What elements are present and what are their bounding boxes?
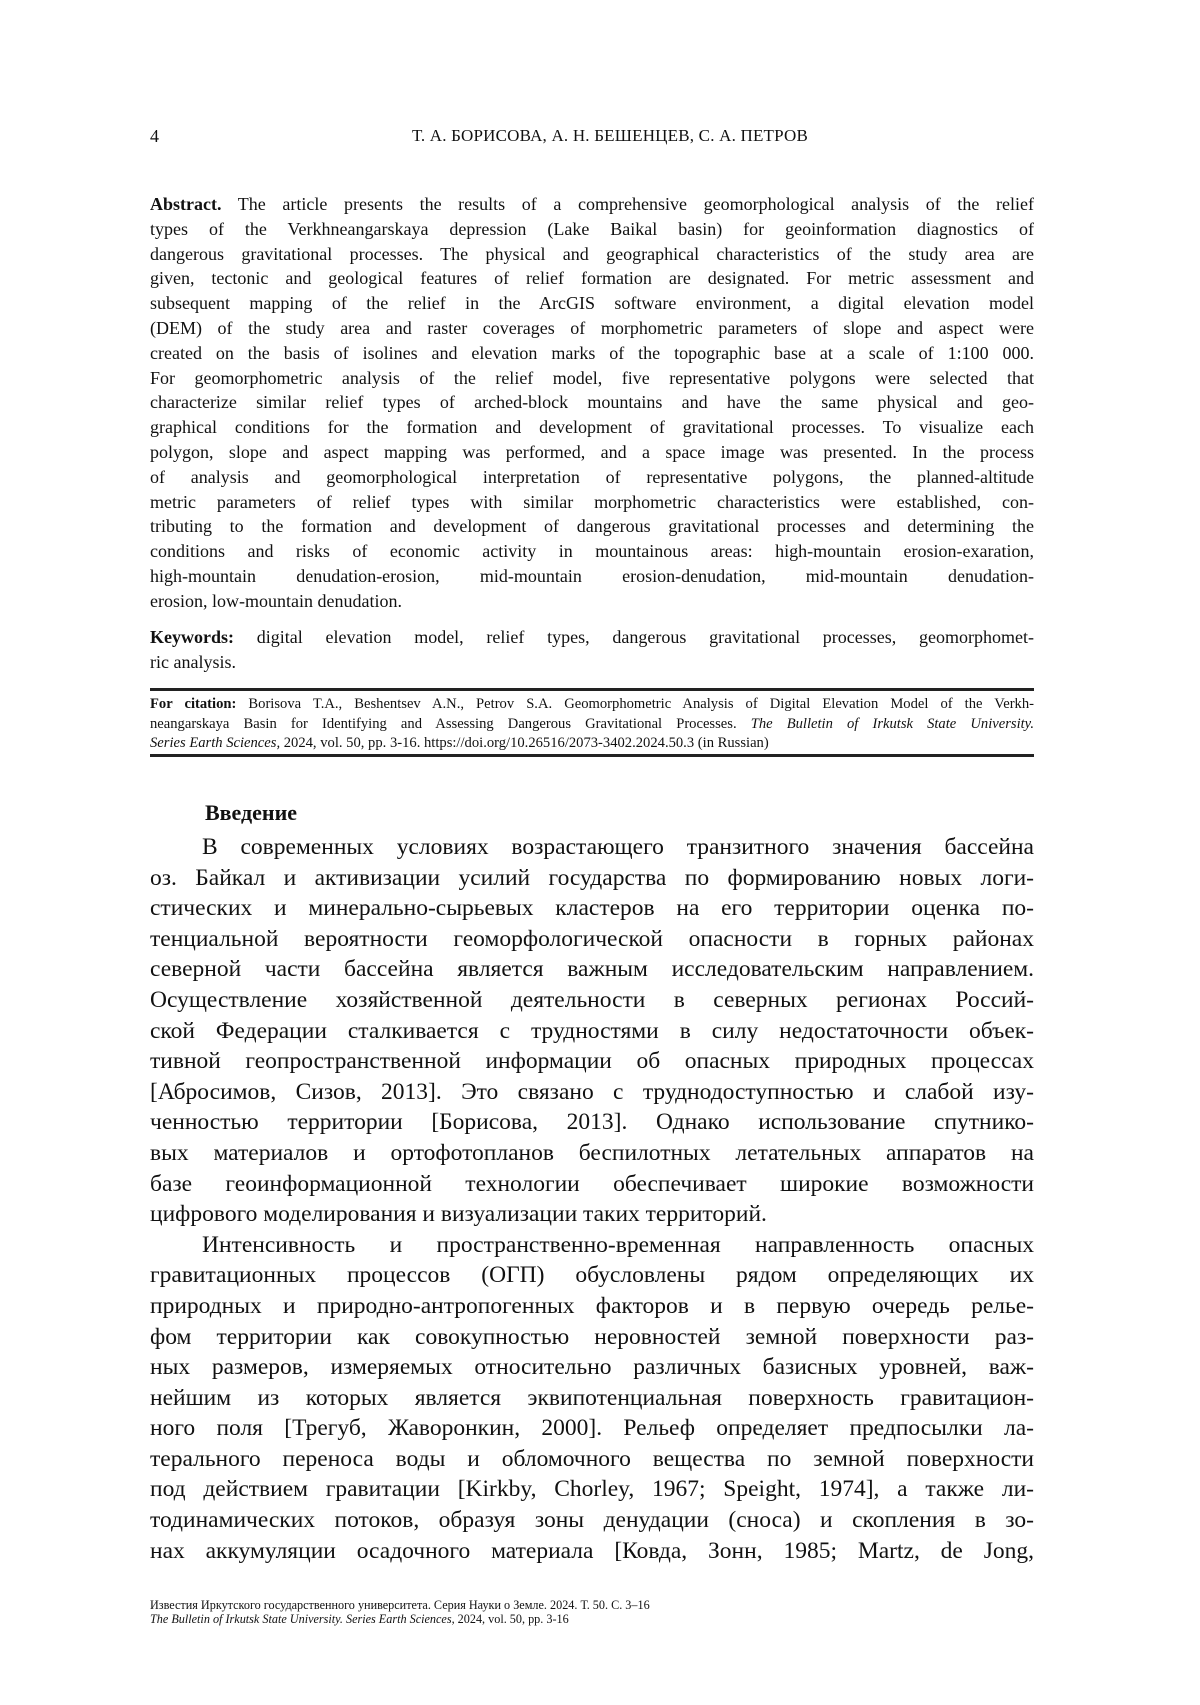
section-heading: Введение xyxy=(205,800,297,826)
citation-text: neangarskaya Basin for Identifying and Assessing Dangerous Gravitational Processes. xyxy=(150,716,751,732)
abstract-line: of analysis and geomorphological interpretation of representative polygons, the planned-altitude xyxy=(150,465,1034,490)
running-header-authors: Т. А. БОРИСОВА, А. Н. БЕШЕНЦЕВ, С. А. ПЕТРОВ xyxy=(150,126,1070,146)
paragraph-line: терального переноса воды и обломочного вещества по земной поверхности xyxy=(150,1444,1034,1475)
paragraph xyxy=(150,1230,1034,1567)
footer-journal-title: The Bulletin of Irkutsk State University. Series Earth Sciences, xyxy=(150,1612,455,1626)
abstract-line: conditions and risks of economic activity in mountainous areas: high-mountain erosion-exaration, xyxy=(150,539,1034,564)
paragraph-line: природных и природно-антропогенных факторов и в первую очередь релье- xyxy=(150,1291,1034,1322)
keywords-text: digital elevation model, relief types, dangerous gravitational processes, geomorphomet- xyxy=(234,627,1034,647)
paragraph-line: Осуществление хозяйственной деятельности в северных регионах Россий- xyxy=(150,985,1034,1016)
citation-label: For citation: xyxy=(150,696,236,712)
keywords xyxy=(150,625,1034,675)
paragraph-line: [Абросимов, Сизов, 2013]. Это связано с труднодоступностью и слабой изу- xyxy=(150,1077,1034,1108)
abstract-line: dangerous gravitational processes. The physical and geographical characteristics of the study area are xyxy=(150,242,1034,267)
paragraph-line: Интенсивность и пространственно-временная направленность опасных xyxy=(150,1230,1034,1261)
paragraph-line: нах аккумуляции осадочного материала [Ковда, Зонн, 1985; Martz, de Jong, xyxy=(150,1536,1034,1567)
citation-line xyxy=(150,715,1034,735)
paragraph-line: вых материалов и ортофотопланов беспилотных летательных аппаратов на xyxy=(150,1138,1034,1169)
intro-body xyxy=(150,832,1034,1566)
abstract-line: given, tectonic and geological features of relief formation are designated. For metric assessment and xyxy=(150,266,1034,291)
footer-journal-ru: Известия Иркутского государственного университета. Серия Науки о Земле. 2024. Т. 50. С. 3–16 xyxy=(150,1598,650,1612)
paragraph-line: базе геоинформационной технологии обеспечивает широкие возможности xyxy=(150,1169,1034,1200)
paragraph-line: ного поля [Трегуб, Жаворонкин, 2000]. Рельеф определяет предпосылки ла- xyxy=(150,1413,1034,1444)
abstract-line: types of the Verkhneangarskaya depression (Lake Baikal basin) for geoinformation diagnostics of xyxy=(150,217,1034,242)
paragraph-line: тивной геопространственной информации об опасных природных процессах xyxy=(150,1046,1034,1077)
abstract-line: high-mountain denudation-erosion, mid-mountain erosion-denudation, mid-mountain denudation- xyxy=(150,564,1034,589)
paragraph-line: тодинамических потоков, образуя зоны денудации (сноса) и скопления в зо- xyxy=(150,1505,1034,1536)
abstract-line: For geomorphometric analysis of the relief model, five representative polygons were selected that xyxy=(150,366,1034,391)
keywords-line xyxy=(150,625,1034,650)
abstract xyxy=(150,192,1034,614)
abstract-line: tributing to the formation and development of dangerous gravitational processes and determining the xyxy=(150,514,1034,539)
paragraph-line: цифрового моделирования и визуализации таких территорий. xyxy=(150,1199,1034,1230)
citation-top-rule xyxy=(150,688,1034,691)
citation-line xyxy=(150,734,1034,754)
abstract-text: The article presents the results of a comprehensive geomorphological analysis of the relief xyxy=(221,194,1034,214)
abstract-line: subsequent mapping of the relief in the ArcGIS software environment, a digital elevation model xyxy=(150,291,1034,316)
paragraph-line: ченностью территории [Борисова, 2013]. Однако использование спутнико- xyxy=(150,1107,1034,1138)
paragraph-line: гравитационных процессов (ОГП) обусловлены рядом определяющих их xyxy=(150,1260,1034,1291)
paragraph-line: оз. Байкал и активизации усилий государства по формированию новых логи- xyxy=(150,863,1034,894)
abstract-label: Abstract. xyxy=(150,194,221,214)
keywords-label: Keywords: xyxy=(150,627,234,647)
citation-doi: 2024, vol. 50, pp. 3-16. https://doi.org/10.26516/2073-3402.2024.50.3 (in Russian) xyxy=(280,735,769,751)
paragraph xyxy=(150,832,1034,1230)
paragraph-line: стических и минерально-сырьевых кластеров на его территории оценка по- xyxy=(150,893,1034,924)
citation-journal: The Bulletin of Irkutsk State University. xyxy=(751,716,1034,732)
paragraph-line: тенциальной вероятности геоморфологической опасности в горных районах xyxy=(150,924,1034,955)
abstract-line xyxy=(150,192,1034,217)
paragraph-line: В современных условиях возрастающего транзитного значения бассейна xyxy=(150,832,1034,863)
citation-bottom-rule xyxy=(150,754,1034,757)
page-number: 4 xyxy=(150,126,159,147)
abstract-line: characterize similar relief types of arched-block mountains and have the same physical and geo- xyxy=(150,390,1034,415)
citation-text: Borisova T.A., Beshentsev A.N., Petrov S.A. Geomorphometric Analysis of Digital Elevation Model of the Verkh- xyxy=(236,696,1034,712)
citation-block xyxy=(150,695,1034,754)
abstract-line: created on the basis of isolines and elevation marks of the topographic base at a scale of 1:100 000. xyxy=(150,341,1034,366)
citation-line xyxy=(150,695,1034,715)
abstract-line: (DEM) of the study area and raster coverages of morphometric parameters of slope and aspect were xyxy=(150,316,1034,341)
paragraph-line: нейшим из которых является эквипотенциальная поверхность гравитацион- xyxy=(150,1383,1034,1414)
abstract-line: graphical conditions for the formation and development of gravitational processes. To visualize each xyxy=(150,415,1034,440)
footer-volume: 2024, vol. 50, pp. 3-16 xyxy=(455,1612,569,1626)
paragraph-line: северной части бассейна является важным исследовательским направлением. xyxy=(150,954,1034,985)
paragraph-line: ных размеров, измеряемых относительно различных базисных уровней, важ- xyxy=(150,1352,1034,1383)
paragraph-line: ской Федерации сталкивается с трудностями в силу недостаточности объек- xyxy=(150,1016,1034,1047)
abstract-line: metric parameters of relief types with similar morphometric characteristics were established, con- xyxy=(150,490,1034,515)
paragraph-line: под действием гравитации [Kirkby, Chorley, 1967; Speight, 1974], а также ли- xyxy=(150,1474,1034,1505)
abstract-line: polygon, slope and aspect mapping was performed, and a space image was presented. In the process xyxy=(150,440,1034,465)
page-footer xyxy=(150,1598,650,1626)
citation-journal: Series Earth Sciences, xyxy=(150,735,280,751)
paragraph-line: фом территории как совокупностью неровностей земной поверхности раз- xyxy=(150,1322,1034,1353)
keywords-line: ric analysis. xyxy=(150,650,1034,675)
abstract-line: erosion, low-mountain denudation. xyxy=(150,589,1034,614)
footer-journal-en xyxy=(150,1612,650,1626)
